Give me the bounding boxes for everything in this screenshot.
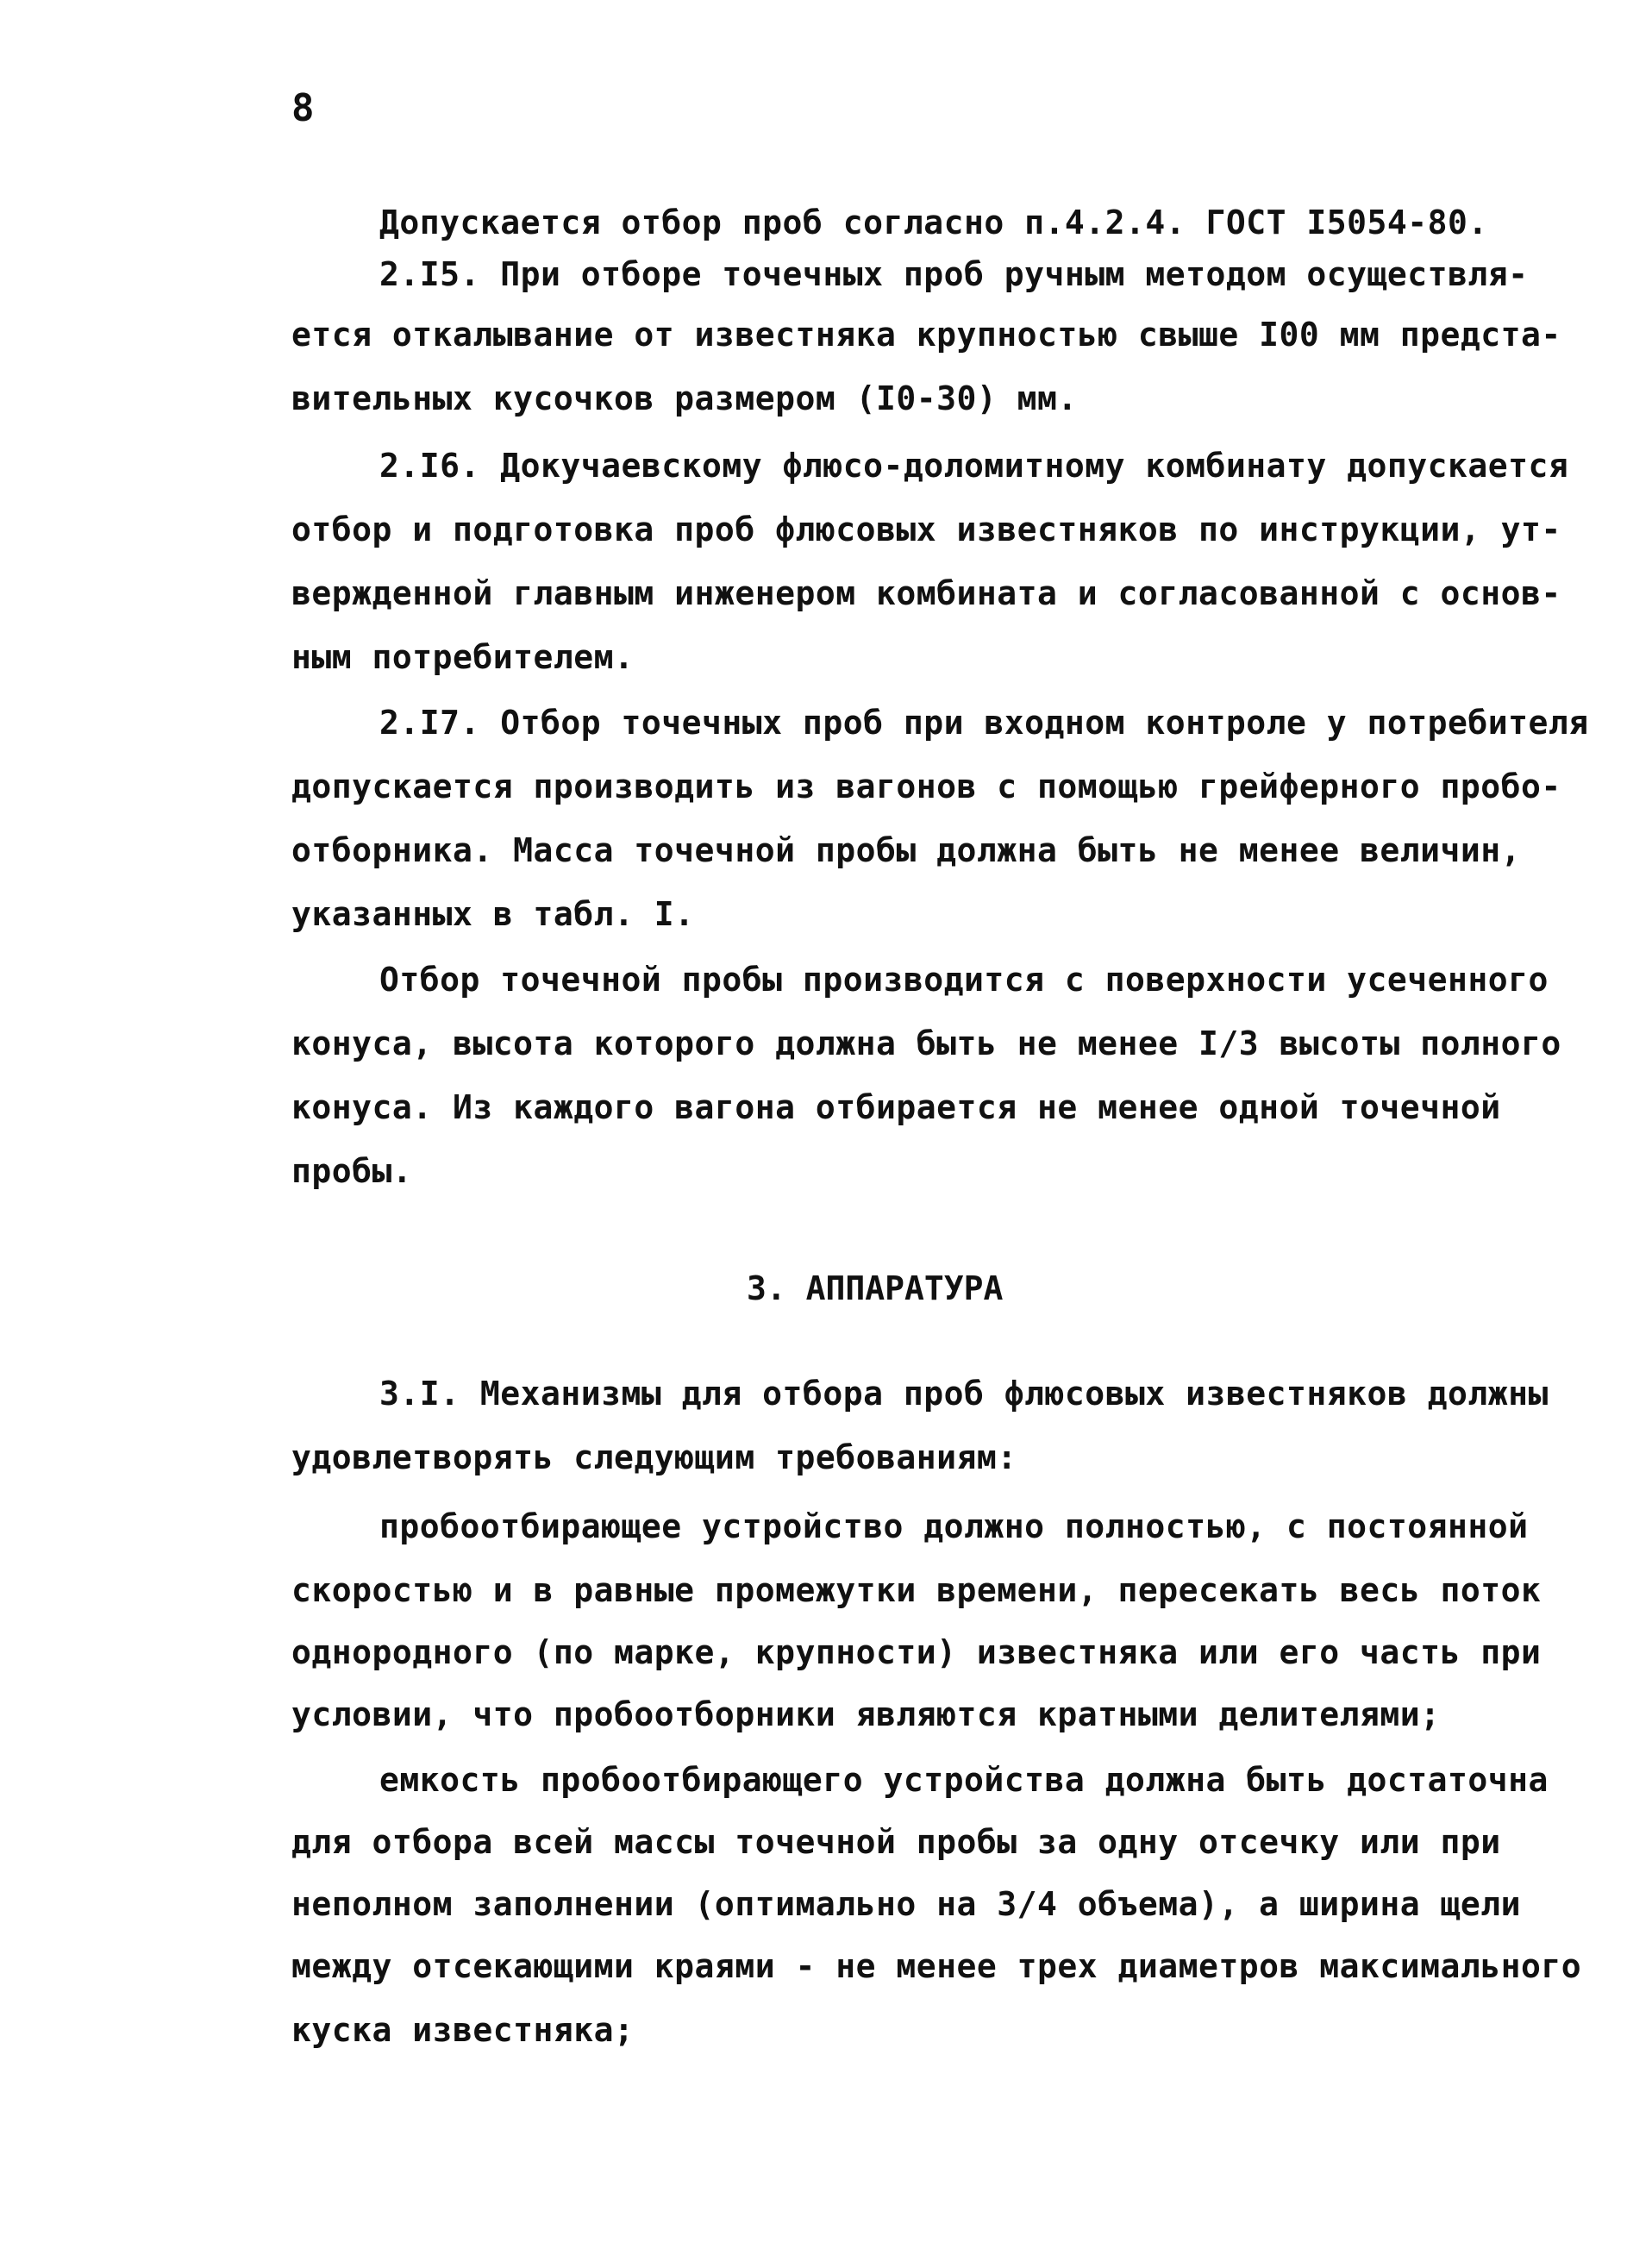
text-line: конуса. Из каждого вагона отбирается не менее одной точечной (291, 1088, 1501, 1126)
text-line: 2.I5. При отборе точечных проб ручным методом осуществля- (379, 255, 1529, 293)
text-line: отбор и подготовка проб флюсовых известняков по инструкции, ут- (291, 511, 1561, 548)
text-line: удовлетворять следующим требованиям: (291, 1438, 1017, 1476)
text-line: допускается производить из вагонов с помощью грейферного пробо- (291, 767, 1561, 805)
text-line: скоростью и в равные промежутки времени, пересекать весь поток (291, 1571, 1542, 1609)
text-line: 2.I6. Докучаевскому флюсо-доломитному комбинату допускается (379, 447, 1569, 485)
text-line: Отбор точечной пробы производится с поверхности усеченного (379, 961, 1549, 999)
text-line: Допускается отбор проб согласно п.4.2.4. ГОСТ I5054-80. (379, 204, 1488, 241)
text-line: конуса, высота которого должна быть не менее I/3 высоты полного (291, 1024, 1561, 1062)
text-line: указанных в табл. I. (291, 895, 695, 933)
text-line: неполном заполнении (оптимально на 3/4 объема), а ширина щели (291, 1885, 1522, 1923)
page-number: 8 (291, 86, 315, 130)
text-line: вительных кусочков размером (I0-30) мм. (291, 379, 1078, 417)
text-line: пробоотбирающее устройство должно полностью, с постоянной (379, 1507, 1529, 1545)
text-line: для отбора всей массы точечной пробы за одну отсечку или при (291, 1823, 1501, 1861)
text-line: между отсекающими краями - не менее трех диаметров максимального (291, 1947, 1582, 1985)
text-line: 3.I. Механизмы для отбора проб флюсовых известняков должны (379, 1375, 1549, 1413)
text-line: отборника. Масса точечной пробы должна быть не менее величин, (291, 831, 1522, 869)
text-line: куска известняка; (291, 2011, 635, 2049)
text-line: ется откалывание от известняка крупностью свыше I00 мм предста- (291, 316, 1561, 354)
text-line: вержденной главным инженером комбината и согласованной с основ- (291, 574, 1561, 612)
text-line: емкость пробоотбирающего устройства должна быть достаточна (379, 1761, 1549, 1799)
text-line: пробы. (291, 1152, 413, 1190)
section-heading: 3. АППАРАТУРА (747, 1269, 1004, 1307)
text-line: однородного (по марке, крупности) известняка или его часть при (291, 1633, 1542, 1671)
text-line: условии, что пробоотборники являются кратными делителями; (291, 1695, 1441, 1733)
text-line: 2.I7. Отбор точечных проб при входном контроле у потребителя (379, 704, 1589, 742)
text-line: ным потребителем. (291, 638, 635, 676)
